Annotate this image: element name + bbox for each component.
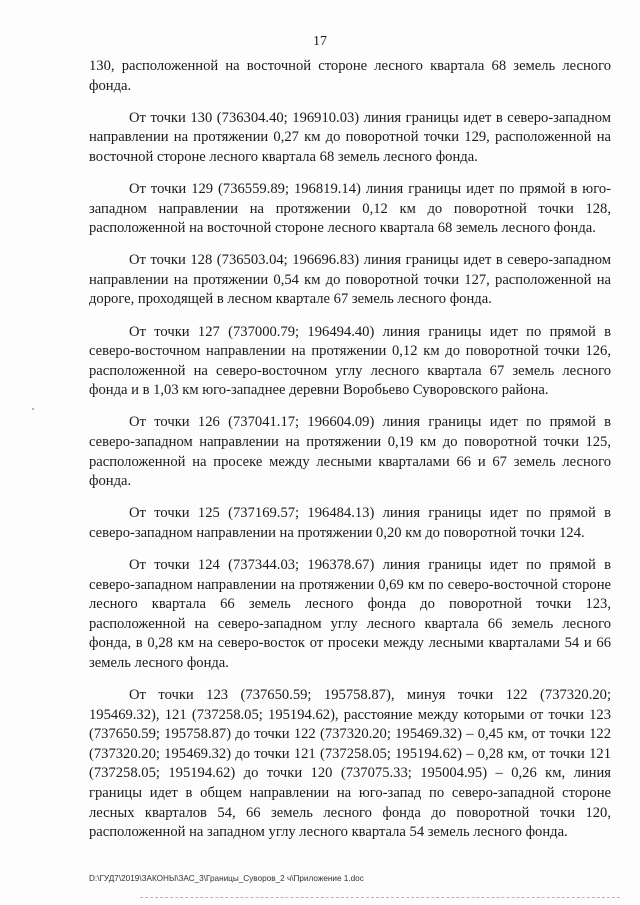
page-number: 17: [313, 34, 327, 49]
paragraph-continuation: 130, расположенной на восточной стороне лесного квартала 68 земель лесного фонда.: [89, 58, 611, 94]
paragraph-point-124: От точки 124 (737344.03; 196378.67) линия границы идет по прямой в северо-западном направлении на протяжении 0,69 км по северо-восточной стороне лесного квартала 66 земель лесного фонда до поворотной точки 123, расположенной на северо-западном углу лесного квартала 66 земель лесного фонда, в 0,28 км на северо-восток от просеки между лесными кварталами 54 и 66 земель лесного фонда.: [89, 556, 611, 671]
paragraph-point-130: От точки 130 (736304.40; 196910.03) линия границы идет в северо-западном направлении на протяжении 0,27 км до поворотной точки 129, расположенной на восточной стороне лесного квартала 68 земель лесного фонда.: [89, 109, 611, 165]
paragraph-point-126: От точки 126 (737041.17; 196604.09) линия границы идет по прямой в северо-западном направлении на протяжении 0,19 км до поворотной точки 125, расположенной на просеке между лесными кварталами 66 и 67 земель лесного фонда.: [89, 414, 611, 490]
paragraph-point-123: От точки 123 (737650.59; 195758.87), минуя точки 122 (737320.20; 195469.32), 121 (737258.05; 195194.62), расстояние между которыми от точки 123 (737650.59; 195758.87) до точки 122 (737320.20; 195469.32) – 0,45 км, от точки 122 (737320.20; 195469.32) до точки 121 (737258.05; 195194.62) – 0,28 км, от точки 121 (737258.05; 195194.62) до точки 120 (737075.33; 195004.95) – 0,26 км, линия границы идет в общем направлении на юго-запад по северо-западной стороне лесных кварталов 54, 66 земель лесного фонда до поворотной точки 120, расположенной на западном углу лесного квартала 54 земель лесного фонда.: [89, 687, 611, 841]
paragraph-point-127: От точки 127 (737000.79; 196494.40) линия границы идет по прямой в северо-восточном направлении на протяжении 0,12 км до поворотной точки 126, расположенной на северо-восточном углу лесного квартала 67 земель лесного фонда и в 1,03 км юго-западнее деревни Воробьево Суворовского района.: [89, 323, 611, 399]
paragraph-point-125: От точки 125 (737169.57; 196484.13) линия границы идет по прямой в северо-западном направлении на протяжении 0,20 км до поворотной точки 124.: [89, 505, 611, 541]
paragraph-point-129: От точки 129 (736559.89; 196819.14) линия границы идет по прямой в юго-западном направлении на протяжении 0,12 км до поворотной точки 128, расположенной на восточной стороне лесного квартала 68 земель лесного фонда.: [89, 180, 611, 237]
footer-file-path: D:\ГУД7\2019\ЗАКОНЫ\ЗАС_3\Границы_Суворов_2 ч\Приложение 1.doc: [89, 874, 364, 883]
scan-bottom-marks: [140, 897, 620, 899]
body-text: [89, 57, 611, 843]
scan-artifact-dot: [32, 408, 34, 410]
paragraph-point-128: От точки 128 (736503.04; 196696.83) линия границы идет в северо-западном направлении на протяжении 0,54 км до поворотной точки 127, расположенной на дороге, проходящей в лесном квартале 67 земель лесного фонда.: [89, 252, 611, 308]
